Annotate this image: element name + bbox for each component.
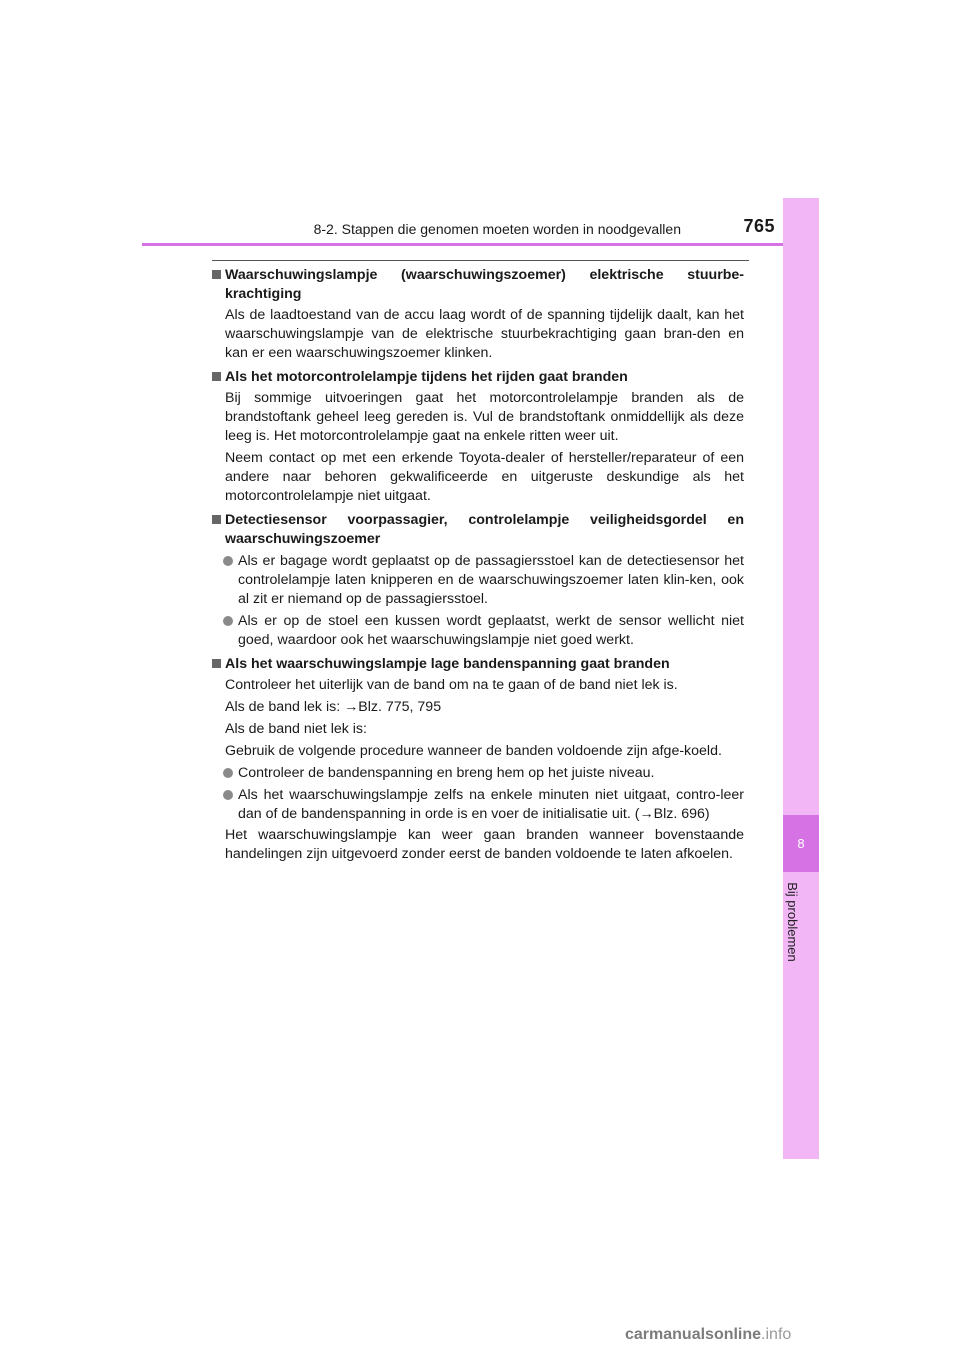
section: [212, 511, 744, 650]
block-text: Controleer de bandenspanning en breng hem op het juiste niveau.: [238, 765, 655, 781]
paragraph: [212, 306, 744, 363]
block-text: Als de laadtoestand van de accu laag wordt of de spanning tijdelijk daalt, kan het waarschuwingslampje van de elektrische stuurbekrachtiging gaan bran-den en kan er een waarschuwingszoemer klinken.: [225, 307, 744, 361]
content-top-rule: [212, 260, 749, 261]
watermark-suffix: .info: [761, 1326, 792, 1343]
circle-bullet-icon: [223, 556, 233, 566]
section-heading: [212, 266, 744, 304]
block-text: Bij sommige uitvoeringen gaat het motorcontrolelampje branden als de brandstoftank geheel leeg gereden is. Vul de brandstoftank onmiddellijk als deze leeg is. Het motorcontrolelampje gaat na enkele ritten weer uit.: [225, 390, 744, 444]
section: [212, 368, 744, 506]
watermark-prefix: carmanualsonline: [625, 1326, 762, 1343]
paragraph: [212, 826, 744, 864]
block-text: Gebruik de volgende procedure wanneer de banden voldoende zijn afge-koeld.: [225, 743, 722, 759]
block-text: Het waarschuwingslampje kan weer gaan branden wanneer bovenstaande handelingen zijn uitgevoerd zonder eerst de banden voldoende te laten afkoelen.: [225, 827, 744, 862]
section-heading-text: Als het motorcontrolelampje tijdens het rijden gaat branden: [225, 369, 628, 385]
square-bullet-icon: [212, 515, 221, 524]
paragraph: [212, 676, 744, 695]
circle-bullet-icon: [223, 616, 233, 626]
block-text: Als er op de stoel een kussen wordt geplaatst, werkt de sensor wellicht niet goed, waardoor ook het waarschuwingslampje niet goed werkt.: [238, 613, 744, 648]
block-text: Als het waarschuwingslampje zelfs na enkele minuten niet uitgaat, contro-leer dan of de bandenspanning in orde is en voer de initialisatie uit. (→Blz. 696): [238, 787, 744, 822]
chapter-title: Bij problemen: [785, 882, 800, 962]
square-bullet-icon: [212, 659, 221, 668]
bullet-item: [212, 612, 744, 650]
circle-bullet-icon: [223, 768, 233, 778]
block-text: Als de band lek is: →Blz. 775, 795: [225, 699, 442, 715]
section: [212, 655, 744, 864]
paragraph: [212, 389, 744, 446]
section-heading-text: Detectiesensor voorpassagier, controlelampje veiligheidsgordel en waarschuwingszoemer: [225, 512, 744, 547]
chapter-number-box: [783, 815, 819, 872]
bullet-item: [212, 786, 744, 824]
block-text: Controleer het uiterlijk van de band om na te gaan of de band niet lek is.: [225, 677, 678, 693]
section: [212, 266, 744, 363]
bullet-item: [212, 764, 744, 783]
page-number: 765: [743, 216, 775, 236]
section-heading: [212, 511, 744, 549]
header-rule: [142, 243, 819, 246]
section-heading: [212, 368, 744, 387]
bullet-item: [212, 552, 744, 609]
paragraph: [212, 698, 744, 717]
watermark: [625, 1326, 791, 1344]
section-heading-text: Als het waarschuwingslampje lage bandenspanning gaat branden: [225, 656, 670, 672]
section-heading-text: Waarschuwingslampje (waarschuwingszoemer) elektrische stuurbe-krachtiging: [225, 267, 744, 302]
square-bullet-icon: [212, 270, 221, 279]
block-text: Als de band niet lek is:: [225, 721, 367, 737]
paragraph: [212, 720, 744, 739]
running-header-title: 8-2. Stappen die genomen moeten worden in noodgevallen: [313, 221, 681, 237]
chapter-side-tab: [783, 198, 819, 1159]
paragraph: [212, 742, 744, 761]
chapter-number: 8: [797, 836, 805, 851]
paragraph: [212, 449, 744, 506]
circle-bullet-icon: [223, 790, 233, 800]
main-content: [212, 266, 744, 864]
block-text: Neem contact op met een erkende Toyota-dealer of hersteller/reparateur of een andere naar behoren gekwalificeerde en uitgeruste deskundige als het motorcontrolelampje niet uitgaat.: [225, 450, 744, 504]
square-bullet-icon: [212, 372, 221, 381]
block-text: Als er bagage wordt geplaatst op de passagiersstoel kan de detectiesensor het controlelampje laten knipperen en de waarschuwingszoemer laten klin-ken, ook al zit er niemand op de passagiersstoel.: [238, 553, 744, 607]
section-heading: [212, 655, 744, 674]
